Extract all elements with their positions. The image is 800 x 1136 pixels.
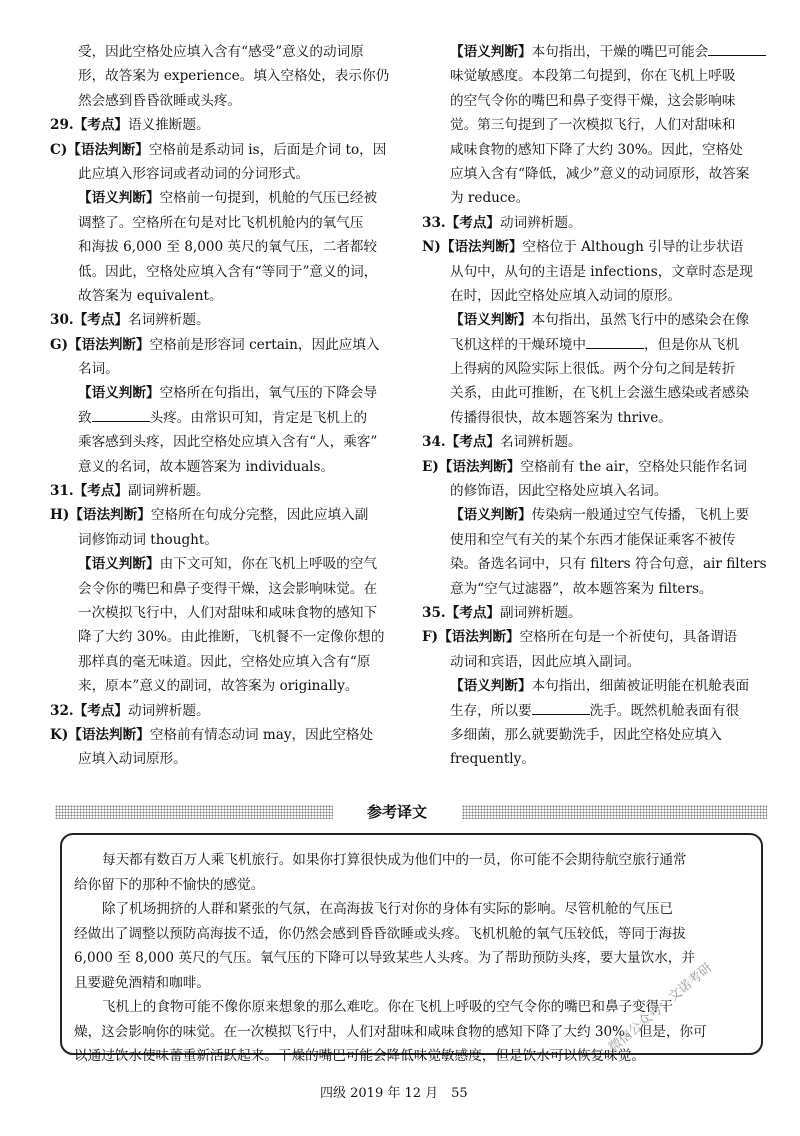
label-tag: 【考点】 [73, 312, 129, 329]
line-text: 空格所在句成分完整，因此应填入副 [150, 507, 369, 524]
item-number: 32. [50, 702, 74, 719]
line-text: 应填入含有“降低，减少”意义的动词原形，故答案 [450, 165, 750, 182]
text-line [422, 479, 767, 503]
line-text: 动词辨析题。 [500, 214, 582, 231]
line-text: 多细菌，那么就要勤洗手，因此空格处应填入 [450, 726, 722, 743]
text-line [422, 528, 767, 552]
text-line [50, 455, 390, 479]
text-line [50, 138, 390, 162]
translation-line: 经做出了调整以预防高海拔不适，你仍然会感到昏昏欲睡或头疼。飞机机舱的氧气压较低，等同于海拔 [74, 925, 686, 942]
text-line [50, 430, 390, 454]
translation-line: 以通过饮水使味蕾重新活跃起来。干燥的嘴巴可能会降低味觉敏感度，但是饮水可以恢复味觉。 [74, 1048, 645, 1064]
line-text: 形，故答案为 experience。填入空格处，表示你仍 [78, 68, 390, 85]
line-text: 降了大约 30%。由此推断，飞机餐不一定像你想的 [78, 629, 385, 646]
text-line [422, 113, 767, 137]
label-tag: 【考点】 [445, 214, 501, 231]
text-line [50, 64, 390, 88]
text-line [50, 699, 390, 723]
text-line [422, 89, 767, 113]
label-tag: 【考点】 [445, 434, 501, 451]
line-text: 副词辨析题。 [128, 483, 210, 500]
translation-title: 参考译文 [366, 803, 427, 821]
text-line [50, 357, 390, 381]
label-tag: 【考点】 [73, 483, 129, 500]
text-line [422, 381, 767, 405]
line-text: 空格前是形容词 certain，因此应填入 [149, 336, 380, 353]
line-text: 本句指出，干燥的嘴巴可能会 [531, 44, 709, 60]
line-text: 味觉敏感度。本段第二句提到，你在飞机上呼吸 [450, 68, 736, 85]
text-line [50, 503, 390, 527]
line-text: 意义的名词，故本题答案为 individuals。 [78, 458, 335, 475]
answer-blank [586, 334, 644, 349]
translation-line: 6,000 至 8,000 英尺的气压。氧气压的下降可以导致某些人头疼。为了帮助预防头疼，要大量饮水，并 [74, 950, 695, 966]
label-tag: 【语义判断】 [450, 678, 532, 695]
line-text-after: ，但是你从飞机 [643, 336, 740, 353]
line-text: 空格前有 the air，空格处只能作名词 [520, 458, 747, 475]
label-tag: 【考点】 [445, 604, 501, 621]
line-text: 应填入动词原形。 [78, 751, 187, 768]
line-text: 传染病一般通过空气传播，飞机上要 [531, 507, 750, 524]
text-line [50, 89, 390, 113]
text-line [50, 625, 390, 649]
text-line [422, 260, 767, 284]
text-line [50, 40, 390, 64]
label-tag: 【考点】 [73, 702, 129, 719]
text-line [422, 357, 767, 381]
text-line [50, 186, 390, 210]
line-text: 由下文可知，你在飞机上呼吸的空气 [159, 556, 378, 573]
line-text: 意为“空气过滤器”，故本题答案为 filters。 [450, 580, 713, 597]
text-line [50, 113, 390, 137]
line-text: 那样真的毫无味道。因此，空格处应填入含有“原 [78, 653, 371, 670]
line-text: 致 [78, 409, 92, 426]
label-tag: 【语法判断】 [69, 507, 151, 524]
text-line [422, 552, 767, 576]
text-line [422, 601, 767, 625]
line-text: 动词辨析题。 [128, 702, 210, 719]
text-line [50, 723, 390, 747]
translation-text [74, 848, 754, 1069]
watermark: 微信公众号：文诺考研 [606, 960, 716, 1056]
text-line [422, 430, 767, 454]
line-text: 咸味食物的感知下降了大约 30%。因此，空格处 [450, 141, 743, 158]
text-line [422, 406, 767, 430]
line-text: 和海拔 6,000 至 8,000 英尺的氧气压，二者都较 [78, 239, 378, 256]
item-number: 34. [422, 434, 446, 451]
label-tag: 【语法判断】 [438, 458, 521, 475]
translation-line: 且要避免酒精和咖啡。 [74, 974, 210, 991]
item-number: F) [422, 629, 439, 646]
text-line [50, 528, 390, 552]
translation-line: 除了机场拥挤的人群和紧张的气氛，在高海拔飞行对你的身体有实际的影响。尽管机舱的气压已 [102, 901, 673, 917]
line-text: 使用和空气有关的某个东西才能保证乘客不被传 [450, 531, 736, 548]
label-tag: 【语义判断】 [450, 507, 532, 524]
text-line [422, 699, 767, 723]
text-line [50, 747, 390, 771]
text-line [422, 235, 767, 259]
text-line [422, 674, 767, 698]
text-line [422, 503, 767, 527]
text-line [50, 381, 390, 405]
label-tag: 【语法判断】 [68, 336, 150, 353]
line-text: 空格前一句提到，机舱的气压已经被 [159, 190, 378, 207]
line-text: 为 reduce。 [450, 190, 530, 207]
label-tag: 【语义判断】 [450, 312, 532, 329]
text-line [422, 577, 767, 601]
item-number: E) [422, 458, 439, 475]
line-text: 本句指出，细菌被证明能在机舱表面 [531, 678, 750, 695]
item-number: 33. [422, 214, 446, 231]
item-number: H) [50, 507, 70, 524]
line-text: 名词辨析题。 [500, 434, 582, 451]
text-line [422, 650, 767, 674]
text-line [422, 333, 767, 357]
text-line [422, 40, 767, 64]
banner-dots-right [462, 805, 767, 819]
right-column [422, 40, 767, 772]
line-text: 此应填入形容词或者动词的分词形式。 [78, 165, 310, 182]
line-text: 副词辨析题。 [500, 604, 582, 621]
answer-blank [532, 700, 590, 715]
text-line [50, 333, 390, 357]
text-line [422, 284, 767, 308]
item-number: C) [50, 141, 68, 158]
label-tag: 【语义判断】 [78, 190, 160, 207]
item-number: 35. [422, 604, 446, 621]
line-text: 的空气令你的嘴巴和鼻子变得干燥，这会影响味 [450, 92, 736, 109]
line-text: 的修饰语，因此空格处应填入名词。 [450, 483, 668, 500]
item-number: 29. [50, 117, 74, 134]
line-text: 空格前有情态动词 may，因此空格处 [149, 726, 374, 743]
line-text: 觉。第三句提到了一次模拟飞行，人们对甜味和 [450, 117, 736, 134]
banner-dots-left [55, 805, 333, 819]
line-text: 语义推断题。 [128, 117, 210, 134]
line-text: 低。因此，空格处应填入含有“等同于”意义的词， [78, 263, 378, 280]
item-number: G) [50, 336, 69, 353]
line-text: 词修饰动词 thought。 [78, 531, 218, 548]
item-number: K) [50, 726, 69, 743]
item-number: N) [422, 239, 441, 256]
text-line [50, 211, 390, 235]
line-text: 受，因此空格处应填入含有“感受”意义的动词原 [78, 44, 364, 60]
item-number: 31. [50, 483, 74, 500]
line-text: 从句中，从句的主语是 infections，文章时态是现 [450, 263, 753, 280]
line-text: 生存，所以要 [450, 702, 532, 719]
line-text: 然会感到昏昏欲睡或头疼。 [78, 92, 242, 109]
label-tag: 【语义判断】 [450, 44, 532, 60]
translation-line: 燥，这会影响你的味觉。在一次模拟飞行中，人们对甜味和咸味食物的感知下降了大约 30%。但是，你可 [74, 1023, 707, 1040]
line-text: 空格所在句是一个祈使句，具备谓语 [519, 629, 738, 646]
text-line [422, 64, 767, 88]
line-text: 乘客感到头疼，因此空格处应填入含有“人，乘客” [78, 434, 378, 451]
text-line [422, 308, 767, 332]
label-tag: 【语法判断】 [67, 141, 149, 158]
item-number: 30. [50, 312, 74, 329]
label-tag: 【语义判断】 [78, 385, 160, 402]
text-line [50, 235, 390, 259]
line-text: 调整了。空格所在句是对比飞机机舱内的氧气压 [78, 214, 364, 231]
text-line [422, 723, 767, 747]
text-line [422, 747, 767, 771]
line-text: 来，原本”意义的副词，故答案为 originally。 [78, 678, 359, 695]
line-text: 上得病的风险实际上很低。两个分句之间是转折 [450, 361, 736, 378]
text-line [50, 406, 390, 430]
text-line [50, 260, 390, 284]
line-text: 染。备选名词中，只有 filters 符合句意，air filters [450, 556, 767, 573]
text-line [50, 601, 390, 625]
text-line [422, 455, 767, 479]
line-text: 动词和宾语，因此应填入副词。 [450, 653, 641, 670]
text-line [50, 577, 390, 601]
line-text: 空格位于 Although 引导的让步状语 [522, 239, 744, 256]
line-text: 一次模拟飞行中，人们对甜味和咸味食物的感知下 [78, 604, 378, 621]
line-text: 会令你的嘴巴和鼻子变得干燥，这会影响味觉。在 [78, 580, 378, 597]
text-line [422, 211, 767, 235]
translation-line: 给你留下的那种不愉快的感觉。 [74, 876, 265, 893]
text-line [422, 162, 767, 186]
answer-blank [92, 407, 150, 422]
label-tag: 【语法判断】 [438, 629, 520, 646]
text-line [50, 308, 390, 332]
label-tag: 【考点】 [73, 117, 129, 134]
label-tag: 【语法判断】 [68, 726, 150, 743]
line-text-after: 头疼。由常识可知，肯定是飞机上的 [149, 409, 368, 426]
line-text: 关系，由此可推断，在飞机上会滋生感染或者感染 [450, 385, 750, 402]
text-line [50, 674, 390, 698]
label-tag: 【语法判断】 [440, 239, 523, 256]
page-footer: 四级 2019 年 12 月 55 [320, 1086, 468, 1101]
line-text: frequently。 [450, 751, 535, 768]
line-text: 在时，因此空格处应填入动词的原形。 [450, 287, 682, 304]
line-text: 本句指出，虽然飞行中的感染会在像 [531, 312, 750, 329]
translation-line: 飞机上的食物可能不像你原来想象的那么难吃。你在飞机上呼吸的空气令你的嘴巴和鼻子变得干 [102, 999, 673, 1015]
text-line [422, 625, 767, 649]
text-line [422, 186, 767, 210]
text-line [50, 284, 390, 308]
text-line [422, 138, 767, 162]
text-line [50, 162, 390, 186]
line-text: 故答案为 equivalent。 [78, 287, 223, 304]
answer-blank [708, 41, 766, 56]
text-line [50, 650, 390, 674]
line-text-after: 洗手。既然机舱表面有很 [589, 702, 740, 719]
line-text: 空格前是系动词 is，后面是介词 to，因 [148, 141, 387, 158]
line-text: 名词辨析题。 [128, 312, 210, 329]
line-text: 名词。 [78, 361, 119, 378]
line-text: 飞机这样的干燥环境中 [450, 336, 586, 353]
left-column [50, 40, 390, 772]
translation-banner [55, 802, 767, 822]
line-text: 传播得很快，故本题答案为 thrive。 [450, 409, 672, 426]
line-text: 空格所在句指出，氧气压的下降会导 [159, 385, 378, 402]
text-line [50, 552, 390, 576]
translation-line: 每天都有数百万人乘飞机旅行。如果你打算很快成为他们中的一员，你可能不会期待航空旅行通常 [102, 852, 687, 868]
label-tag: 【语义判断】 [78, 556, 160, 573]
text-line [50, 479, 390, 503]
